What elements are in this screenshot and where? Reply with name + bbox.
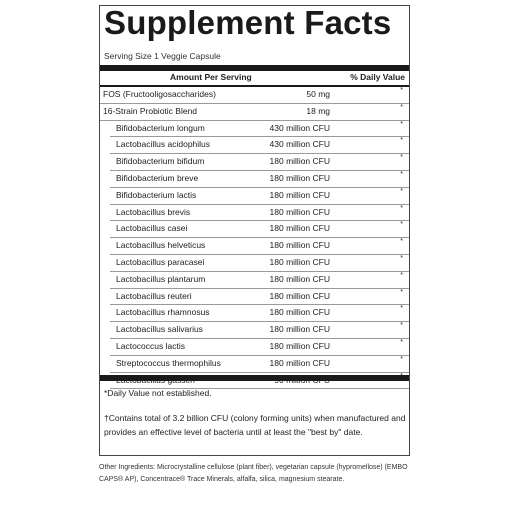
indent-spacer <box>100 322 110 339</box>
indent-spacer <box>100 238 110 255</box>
indent-spacer <box>100 121 110 138</box>
table-row <box>100 238 409 255</box>
ingredient-amount: 50 mg <box>306 89 330 99</box>
indent-spacer <box>100 339 110 356</box>
indent-spacer <box>100 255 110 272</box>
header-amount-per-serving: Amount Per Serving <box>170 72 252 82</box>
indent-spacer <box>100 272 110 289</box>
ingredient-daily-value: * <box>400 338 403 346</box>
ingredient-amount: 180 million CFU <box>269 206 330 217</box>
ingredient-amount: 180 million CFU <box>269 290 330 301</box>
table-row <box>100 104 409 121</box>
ingredient-daily-value: * <box>400 305 403 313</box>
table-row <box>100 188 409 205</box>
ingredient-amount: 180 million CFU <box>269 223 330 234</box>
ingredient-name: Bifidobacterium lactis <box>116 189 197 200</box>
table-row <box>100 305 409 322</box>
indent-spacer <box>100 356 110 373</box>
table-row <box>100 205 409 222</box>
ingredient-daily-value: * <box>400 170 403 178</box>
ingredient-daily-value: * <box>400 322 403 330</box>
ingredient-daily-value: * <box>400 137 403 145</box>
ingredient-name: Lactobacillus rhamnosus <box>116 307 210 318</box>
table-row <box>100 356 409 373</box>
ingredient-name: Bifidobacterium breve <box>116 172 199 183</box>
bottom-thick-divider <box>100 375 409 381</box>
ingredient-daily-value: * <box>400 238 403 246</box>
table-row <box>100 255 409 272</box>
indent-spacer <box>100 289 110 306</box>
header-daily-value: % Daily Value <box>350 72 405 82</box>
ingredient-daily-value: * <box>400 221 403 229</box>
ingredient-amount: 180 million CFU <box>269 189 330 200</box>
ingredient-daily-value: * <box>400 103 403 111</box>
ingredient-daily-value: * <box>400 120 403 128</box>
indent-spacer <box>100 154 110 171</box>
ingredient-daily-value: * <box>400 187 403 195</box>
daily-value-footnote: *Daily Value not established. <box>104 388 212 398</box>
ingredient-name: Lactobacillus helveticus <box>116 240 206 251</box>
table-row <box>100 154 409 171</box>
ingredient-amount: 180 million CFU <box>269 172 330 183</box>
ingredient-amount: 180 million CFU <box>269 340 330 351</box>
ingredient-name: Lactobacillus casei <box>116 223 188 234</box>
ingredient-daily-value: * <box>400 254 403 262</box>
ingredient-amount: 430 million CFU <box>269 122 330 133</box>
serving-size: Serving Size 1 Veggie Capsule <box>104 51 221 61</box>
ingredient-daily-value: * <box>400 271 403 279</box>
ingredient-amount: 180 million CFU <box>269 307 330 318</box>
table-row <box>100 137 409 154</box>
ingredient-name: 16-Strain Probiotic Blend <box>103 105 198 116</box>
indent-spacer <box>100 205 110 222</box>
table-row <box>100 87 409 104</box>
ingredient-amount: 180 million CFU <box>269 273 330 284</box>
ingredient-name: Streptococcus thermophilus <box>116 357 221 368</box>
indent-spacer <box>100 305 110 322</box>
indent-spacer <box>100 171 110 188</box>
indent-spacer <box>100 137 110 154</box>
table-row <box>100 289 409 306</box>
ingredient-daily-value: * <box>400 87 403 94</box>
ingredient-amount: 430 million CFU <box>269 139 330 150</box>
ingredient-amount: 18 mg <box>306 105 330 116</box>
ingredient-name: Lactococcus lactis <box>116 340 185 351</box>
other-ingredients: Other Ingredients: Microcrystalline cellulose (plant fiber), vegetarian capsule (hypromellose) (EMBO CAPS® AP), Concentrace® Trace Minerals, alfalfa, silica, magnesium stearate. <box>99 464 408 483</box>
ingredient-name: Lactobacillus salivarius <box>116 324 203 335</box>
ingredient-amount: 180 million CFU <box>269 256 330 267</box>
ingredient-name: FOS (Fructooligosaccharides) <box>103 89 216 99</box>
table-row <box>100 121 409 138</box>
panel-title: Supplement Facts <box>104 4 392 41</box>
indent-spacer <box>100 188 110 205</box>
ingredient-name: Lactobacillus acidophilus <box>116 139 211 150</box>
table-row <box>100 272 409 289</box>
ingredient-amount: 180 million CFU <box>269 156 330 167</box>
ingredient-name: Bifidobacterium longum <box>116 122 205 133</box>
ingredient-name: Bifidobacterium bifidum <box>116 156 205 167</box>
ingredient-name: Lactobacillus plantarum <box>116 273 206 284</box>
ingredient-daily-value: * <box>400 355 403 363</box>
supplement-facts-panel <box>99 5 410 456</box>
thick-divider <box>100 65 409 71</box>
ingredient-name: Lactobacillus paracasei <box>116 256 205 267</box>
ingredient-amount: 180 million CFU <box>269 357 330 368</box>
table-row <box>100 322 409 339</box>
ingredient-name: Lactobacillus reuteri <box>116 290 192 301</box>
table-row <box>100 221 409 238</box>
table-row <box>100 171 409 188</box>
table-row <box>100 339 409 356</box>
ingredient-amount: 180 million CFU <box>269 324 330 335</box>
nutrient-rows <box>100 87 409 389</box>
ingredient-daily-value: * <box>400 154 403 162</box>
ingredient-daily-value: * <box>400 204 403 212</box>
ingredient-name: Lactobacillus brevis <box>116 206 191 217</box>
indent-spacer <box>100 221 110 238</box>
cfu-footnote: †Contains total of 3.2 billion CFU (colony forming units) when manufactured and provides an effective level of bacteria until at least the "best by" date. <box>104 413 406 437</box>
ingredient-amount: 180 million CFU <box>269 240 330 251</box>
ingredient-daily-value: * <box>400 288 403 296</box>
